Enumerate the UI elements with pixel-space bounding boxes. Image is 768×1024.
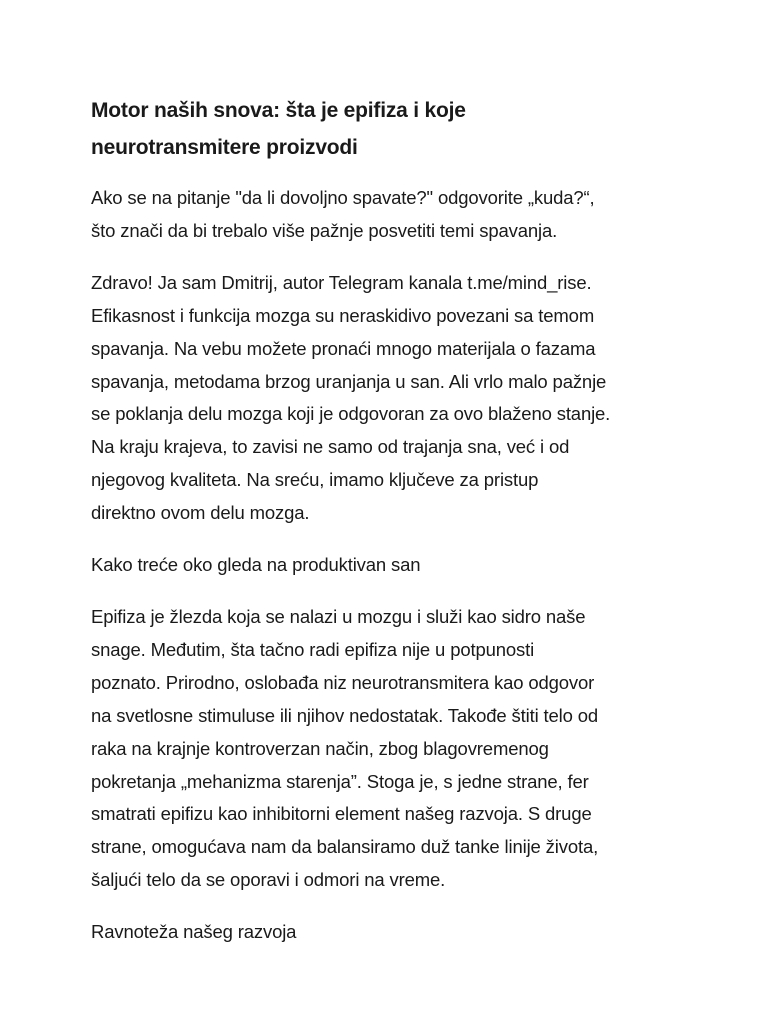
text-line: strane, omogućava nam da balansiramo duž tanke linije života, bbox=[91, 836, 599, 858]
document-page bbox=[91, 92, 691, 968]
text-line: spavanja. Na vebu možete pronaći mnogo materijala o fazama bbox=[91, 337, 596, 359]
title-line: neurotransmitere proizvodi bbox=[91, 136, 358, 159]
intro-paragraph bbox=[91, 182, 691, 248]
paragraph-epifiza bbox=[91, 601, 691, 897]
text-line: poznato. Prirodno, oslobađa niz neurotransmitera kao odgovor bbox=[91, 671, 595, 693]
text-line: se poklanja delu mozga koji je odgovoran za ovo blaženo stanje. bbox=[91, 403, 611, 425]
text-line: Efikasnost i funkcija mozga su neraskidivo povezani sa temom bbox=[91, 304, 595, 326]
text-line: spavanja, metodama brzog uranjanja u san. Ali vrlo malo pažnje bbox=[91, 370, 607, 392]
text-line: smatrati epifizu kao inhibitorni element našeg razvoja. S druge bbox=[91, 803, 592, 825]
text-line: Na kraju krajeva, to zavisi ne samo od trajanja sna, već i od bbox=[91, 436, 570, 458]
title-line: Motor naših snova: šta je epifiza i koje bbox=[91, 99, 466, 122]
text-line: snage. Međutim, šta tačno radi epifiza nije u potpunosti bbox=[91, 638, 535, 660]
text-line: šaljući telo da se oporavi i odmori na vreme. bbox=[91, 869, 446, 891]
article-title bbox=[91, 92, 691, 166]
section-heading bbox=[91, 549, 691, 582]
text-line: što znači da bi trebalo više pažnje posvetiti temi spavanja. bbox=[91, 219, 558, 241]
text-line: Epifiza je žlezda koja se nalazi u mozgu i služi kao sidro naše bbox=[91, 605, 586, 627]
text-line: pokretanja „mehanizma starenja”. Stoga je, s jedne strane, fer bbox=[91, 770, 589, 792]
subheading-text: Ravnoteža našeg razvoja bbox=[91, 921, 297, 943]
text-line: Ako se na pitanje "da li dovoljno spavate?" odgovorite „kuda?“, bbox=[91, 187, 595, 208]
section-heading bbox=[91, 916, 691, 949]
text-line: direktno ovom delu mozga. bbox=[91, 502, 310, 524]
subheading-text: Kako treće oko gleda na produktivan san bbox=[91, 554, 421, 576]
text-line: Zdravo! Ja sam Dmitrij, autor Telegram kanala t.me/mind_rise. bbox=[91, 271, 592, 293]
text-line: na svetlosne stimuluse ili njihov nedostatak. Takođe štiti telo od bbox=[91, 704, 599, 726]
text-line: raka na krajnje kontroverzan način, zbog blagovremenog bbox=[91, 737, 549, 759]
paragraph-author-intro bbox=[91, 267, 691, 530]
text-line: njegovog kvaliteta. Na sreću, imamo ključeve za pristup bbox=[91, 469, 539, 491]
